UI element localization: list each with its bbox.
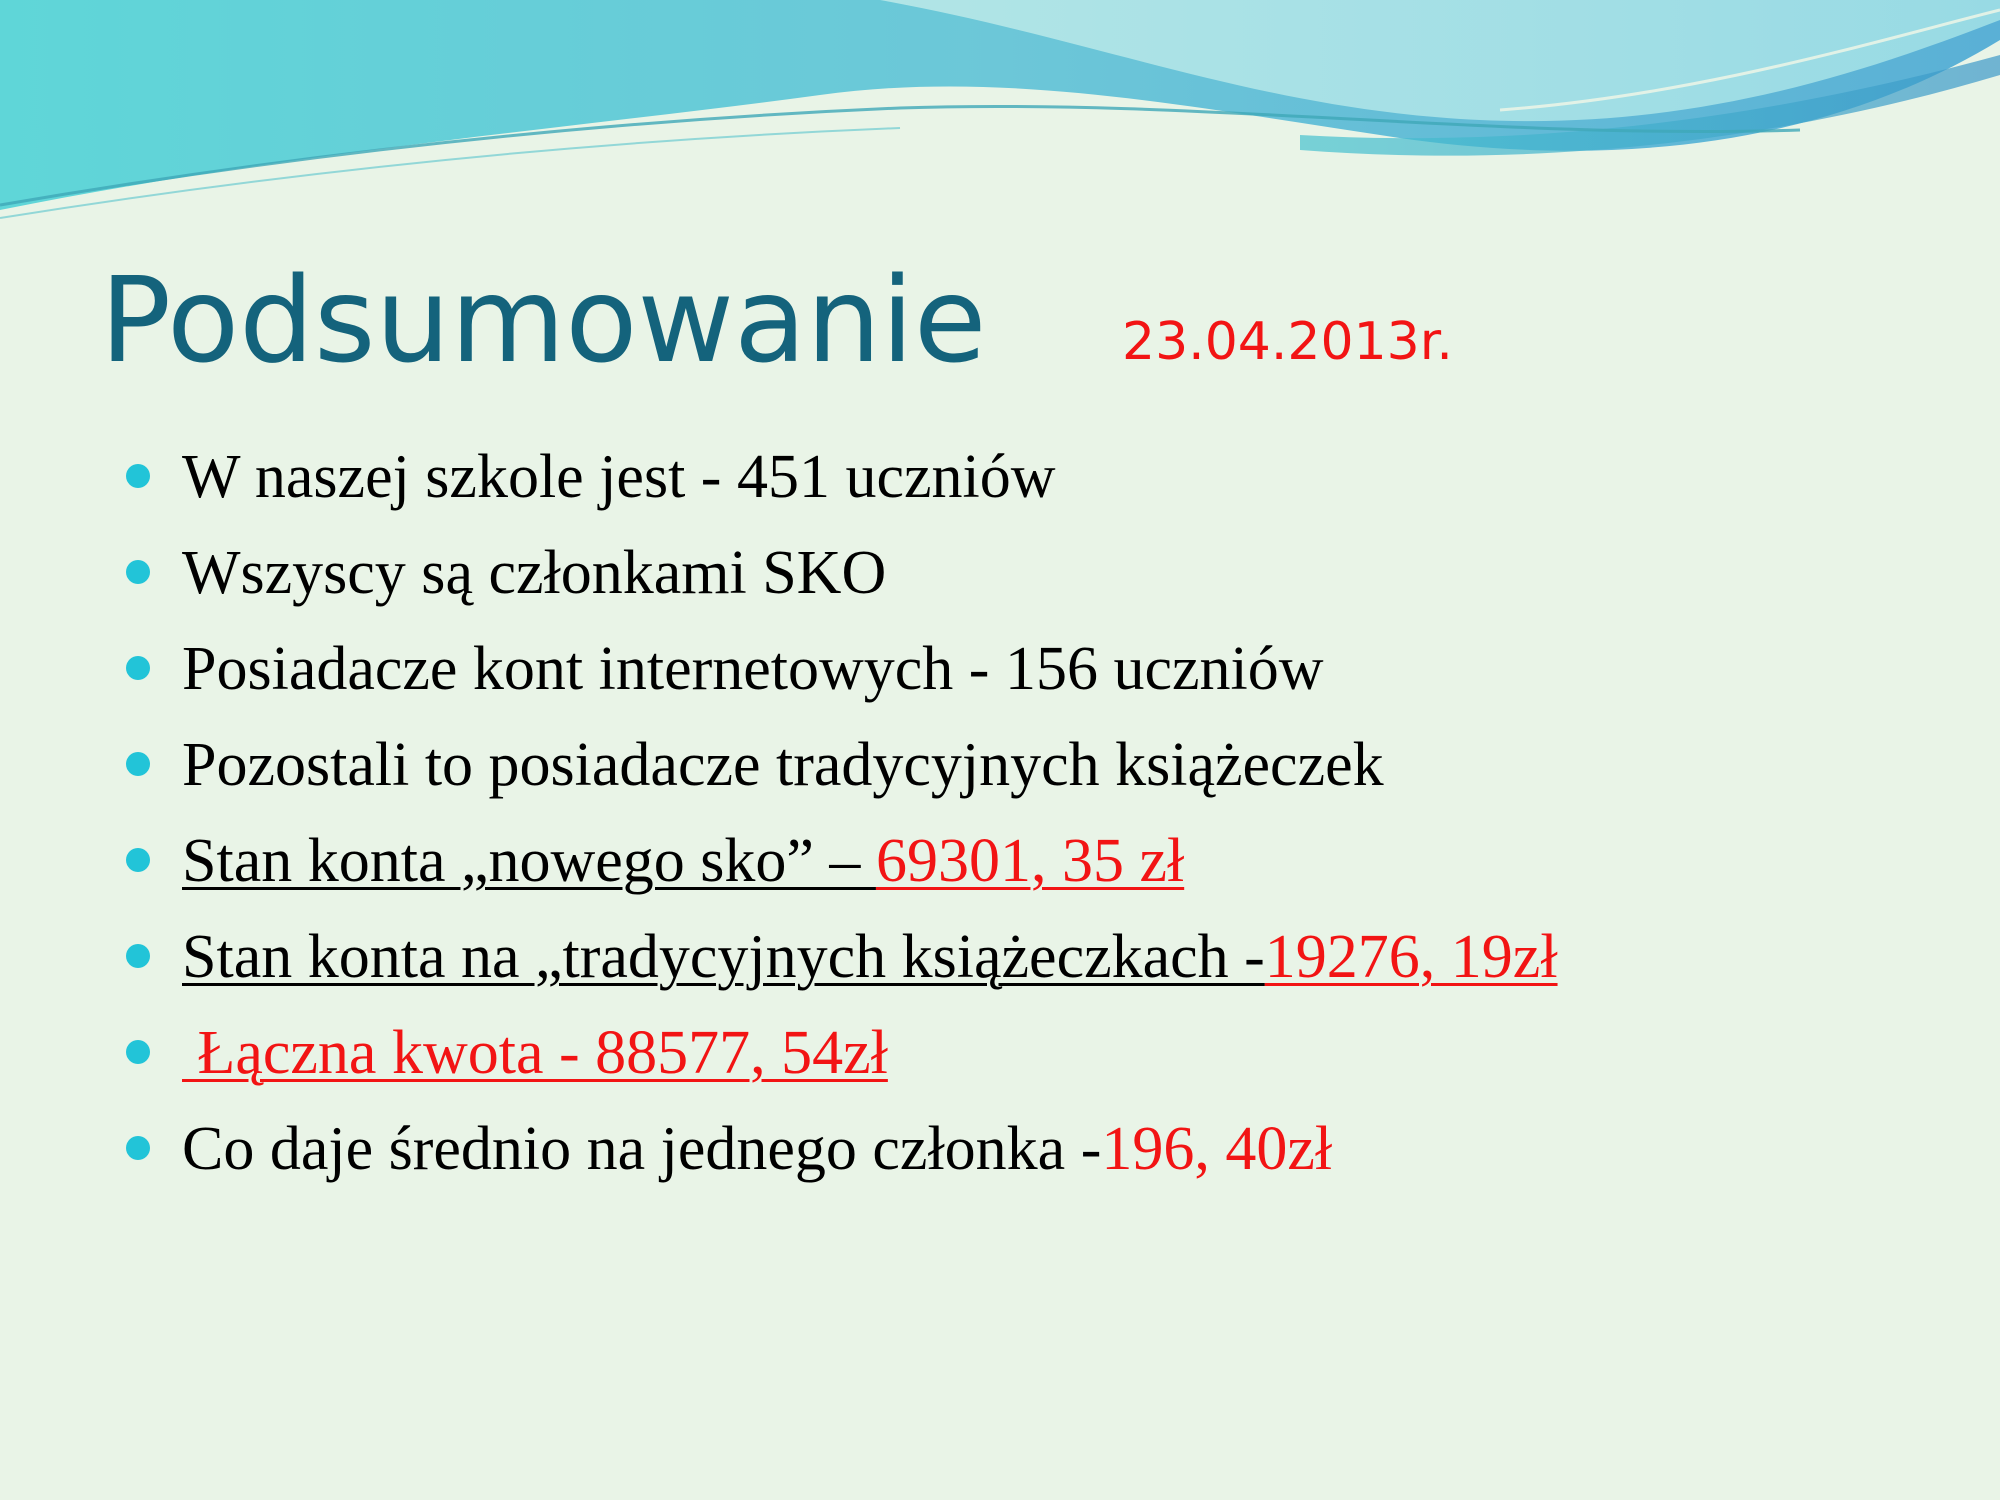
bullet-total-amount bbox=[120, 1008, 1960, 1104]
bullet-text: Wszyscy są członkami SKO bbox=[182, 539, 887, 607]
bullet-traditional-balance bbox=[120, 912, 1960, 1008]
bullet-students-count bbox=[120, 432, 1960, 528]
bullet-dot-icon bbox=[126, 464, 150, 488]
bullet-traditional-books bbox=[120, 720, 1960, 816]
bullet-sko-members bbox=[120, 528, 1960, 624]
slide-date: 23.04.2013r. bbox=[1122, 312, 1453, 372]
slide-title: Podsumowanie bbox=[100, 251, 987, 389]
bullet-internet-accounts bbox=[120, 624, 1960, 720]
bullet-value: 69301, 35 zł bbox=[875, 827, 1185, 895]
bullet-dot-icon bbox=[126, 848, 150, 872]
bullet-dot-icon bbox=[126, 944, 150, 968]
bullet-dot-icon bbox=[126, 560, 150, 584]
bullet-value: 19276, 19zł bbox=[1264, 923, 1558, 991]
decorative-wave-header bbox=[0, 0, 2000, 240]
bullet-average-per-member bbox=[120, 1104, 1960, 1200]
bullet-text: Stan konta „nowego sko” – bbox=[182, 827, 876, 895]
bullet-dot-icon bbox=[126, 752, 150, 776]
bullet-new-sko-balance bbox=[120, 816, 1960, 912]
bullet-text: Co daje średnio na jednego członka - bbox=[182, 1115, 1102, 1183]
bullet-dot-icon bbox=[126, 1040, 150, 1064]
bullet-text: Łączna kwota - 88577, 54zł bbox=[182, 1019, 888, 1087]
bullet-text: W naszej szkole jest - 451 uczniów bbox=[182, 443, 1056, 511]
bullet-list bbox=[120, 432, 1960, 1200]
bullet-text: Posiadacze kont internetowych - 156 uczniów bbox=[182, 635, 1324, 703]
bullet-dot-icon bbox=[126, 1136, 150, 1160]
bullet-text: Stan konta na „tradycyjnych książeczkach - bbox=[182, 923, 1265, 991]
bullet-value: 196, 40zł bbox=[1101, 1115, 1333, 1183]
bullet-text: Pozostali to posiadacze tradycyjnych książeczek bbox=[182, 731, 1384, 799]
title-row bbox=[100, 245, 1960, 405]
bullet-dot-icon bbox=[126, 656, 150, 680]
